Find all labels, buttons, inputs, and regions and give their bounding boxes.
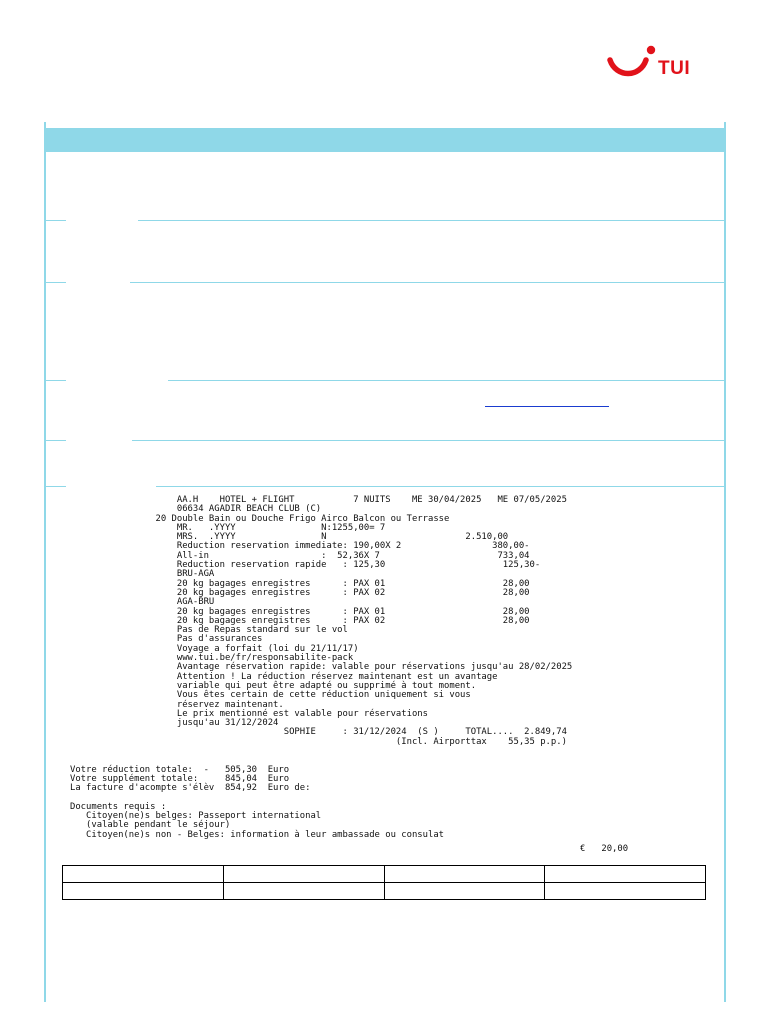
invoice-line: Documents requis : xyxy=(70,801,167,812)
header-band xyxy=(44,128,724,152)
table-cell xyxy=(545,866,706,883)
table-cell xyxy=(63,866,224,883)
section-divider xyxy=(156,486,724,487)
table-cell xyxy=(223,883,384,900)
table-cell xyxy=(384,866,545,883)
invoice-line: réservez maintenant. xyxy=(176,699,284,710)
brand-name: TUI xyxy=(658,58,691,79)
invoice-line: jusqu'au 31/12/2024 xyxy=(176,718,279,729)
invoice-line: (valable pendant le séjour) xyxy=(86,820,231,831)
section-divider xyxy=(168,380,724,381)
section-divider xyxy=(138,220,724,221)
deposit-amount: € 20,00 xyxy=(580,844,629,854)
table-row xyxy=(63,866,706,883)
section-divider xyxy=(44,380,66,381)
section-divider xyxy=(44,220,66,221)
invoice-line: 06634 AGADIR BEACH CLUB (C) xyxy=(176,504,322,515)
invoice-line: La facture d'acompte s'élèv 854,92 Euro de: xyxy=(70,783,311,794)
invoice-line: Pas de Repas standard sur le vol xyxy=(176,625,348,636)
invoice-line: MR. .YYYY N:1255,00= 7 xyxy=(176,522,386,533)
invoice-line: (Incl. Airporttax 55,35 p.p.) xyxy=(395,736,567,747)
invoice-line: Le prix mentionné est valable pour réservations xyxy=(176,708,428,719)
invoice-line: Reduction reservation rapide : 125,30 125,30- xyxy=(176,560,541,571)
invoice-line: Votre réduction totale: - 505,30 Euro xyxy=(70,764,290,775)
hyperlink[interactable] xyxy=(485,406,609,407)
invoice-line: www.tui.be/fr/responsabilite-pack xyxy=(176,653,354,664)
invoice-line: All-in : 52,36X 7 733,04 xyxy=(176,550,530,561)
invoice-line: SOPHIE : 31/12/2024 (S ) TOTAL.... 2.849,74 xyxy=(283,727,567,738)
invoice-line: 20 kg bagages enregistres : PAX 02 28,00 xyxy=(176,615,530,626)
invoice-line: BRU-AGA xyxy=(176,569,215,580)
table-cell xyxy=(545,883,706,900)
invoice-line: variable qui peut être adapté ou supprimé à tout moment. xyxy=(176,680,477,691)
invoice-line: 20 kg bagages enregistres : PAX 02 28,00 xyxy=(176,587,530,598)
invoice-line: Pas d'assurances xyxy=(176,634,263,645)
section-divider xyxy=(44,440,66,441)
table-cell xyxy=(223,866,384,883)
invoice-line: Citoyen(ne)s belges: Passeport international xyxy=(86,811,322,822)
invoice-line: 20 kg bagages enregistres : PAX 01 28,00 xyxy=(176,606,530,617)
signature-table xyxy=(62,865,706,900)
table-row xyxy=(63,883,706,900)
section-divider xyxy=(44,282,66,283)
invoice-line: MRS. .YYYY N 2.510,00 xyxy=(176,532,509,543)
invoice-line: Citoyen(ne)s non - Belges: information à leur ambassade ou consulat xyxy=(86,829,445,840)
invoice-line: AGA-BRU xyxy=(176,597,215,608)
invoice-line: AA.H HOTEL + FLIGHT 7 NUITS ME 30/04/2025 ME 07/05/2025 xyxy=(176,495,567,505)
invoice-line: Attention ! La réduction réservez maintenant est un avantage xyxy=(176,671,498,682)
invoice-body xyxy=(70,496,572,840)
invoice-line: 20 kg bagages enregistres : PAX 01 28,00 xyxy=(176,578,530,589)
invoice-line: 20 Double Bain ou Douche Frigo Airco Balcon ou Terrasse xyxy=(155,513,450,524)
invoice-line: Vous êtes certain de cette réduction uniquement si vous xyxy=(176,690,471,701)
section-divider xyxy=(132,440,724,441)
section-divider xyxy=(130,282,724,283)
invoice-line: Avantage réservation rapide: valable pour réservations jusqu'au 28/02/2025 xyxy=(176,662,573,673)
invoice-line: Votre supplément totale: 845,04 Euro xyxy=(70,773,290,784)
table-cell xyxy=(384,883,545,900)
invoice-line: Voyage a forfait (loi du 21/11/17) xyxy=(176,643,359,654)
invoice-line: Reduction reservation immediate: 190,00X 2 380,00- xyxy=(176,541,530,552)
section-divider xyxy=(44,486,66,487)
table-cell xyxy=(63,883,224,900)
